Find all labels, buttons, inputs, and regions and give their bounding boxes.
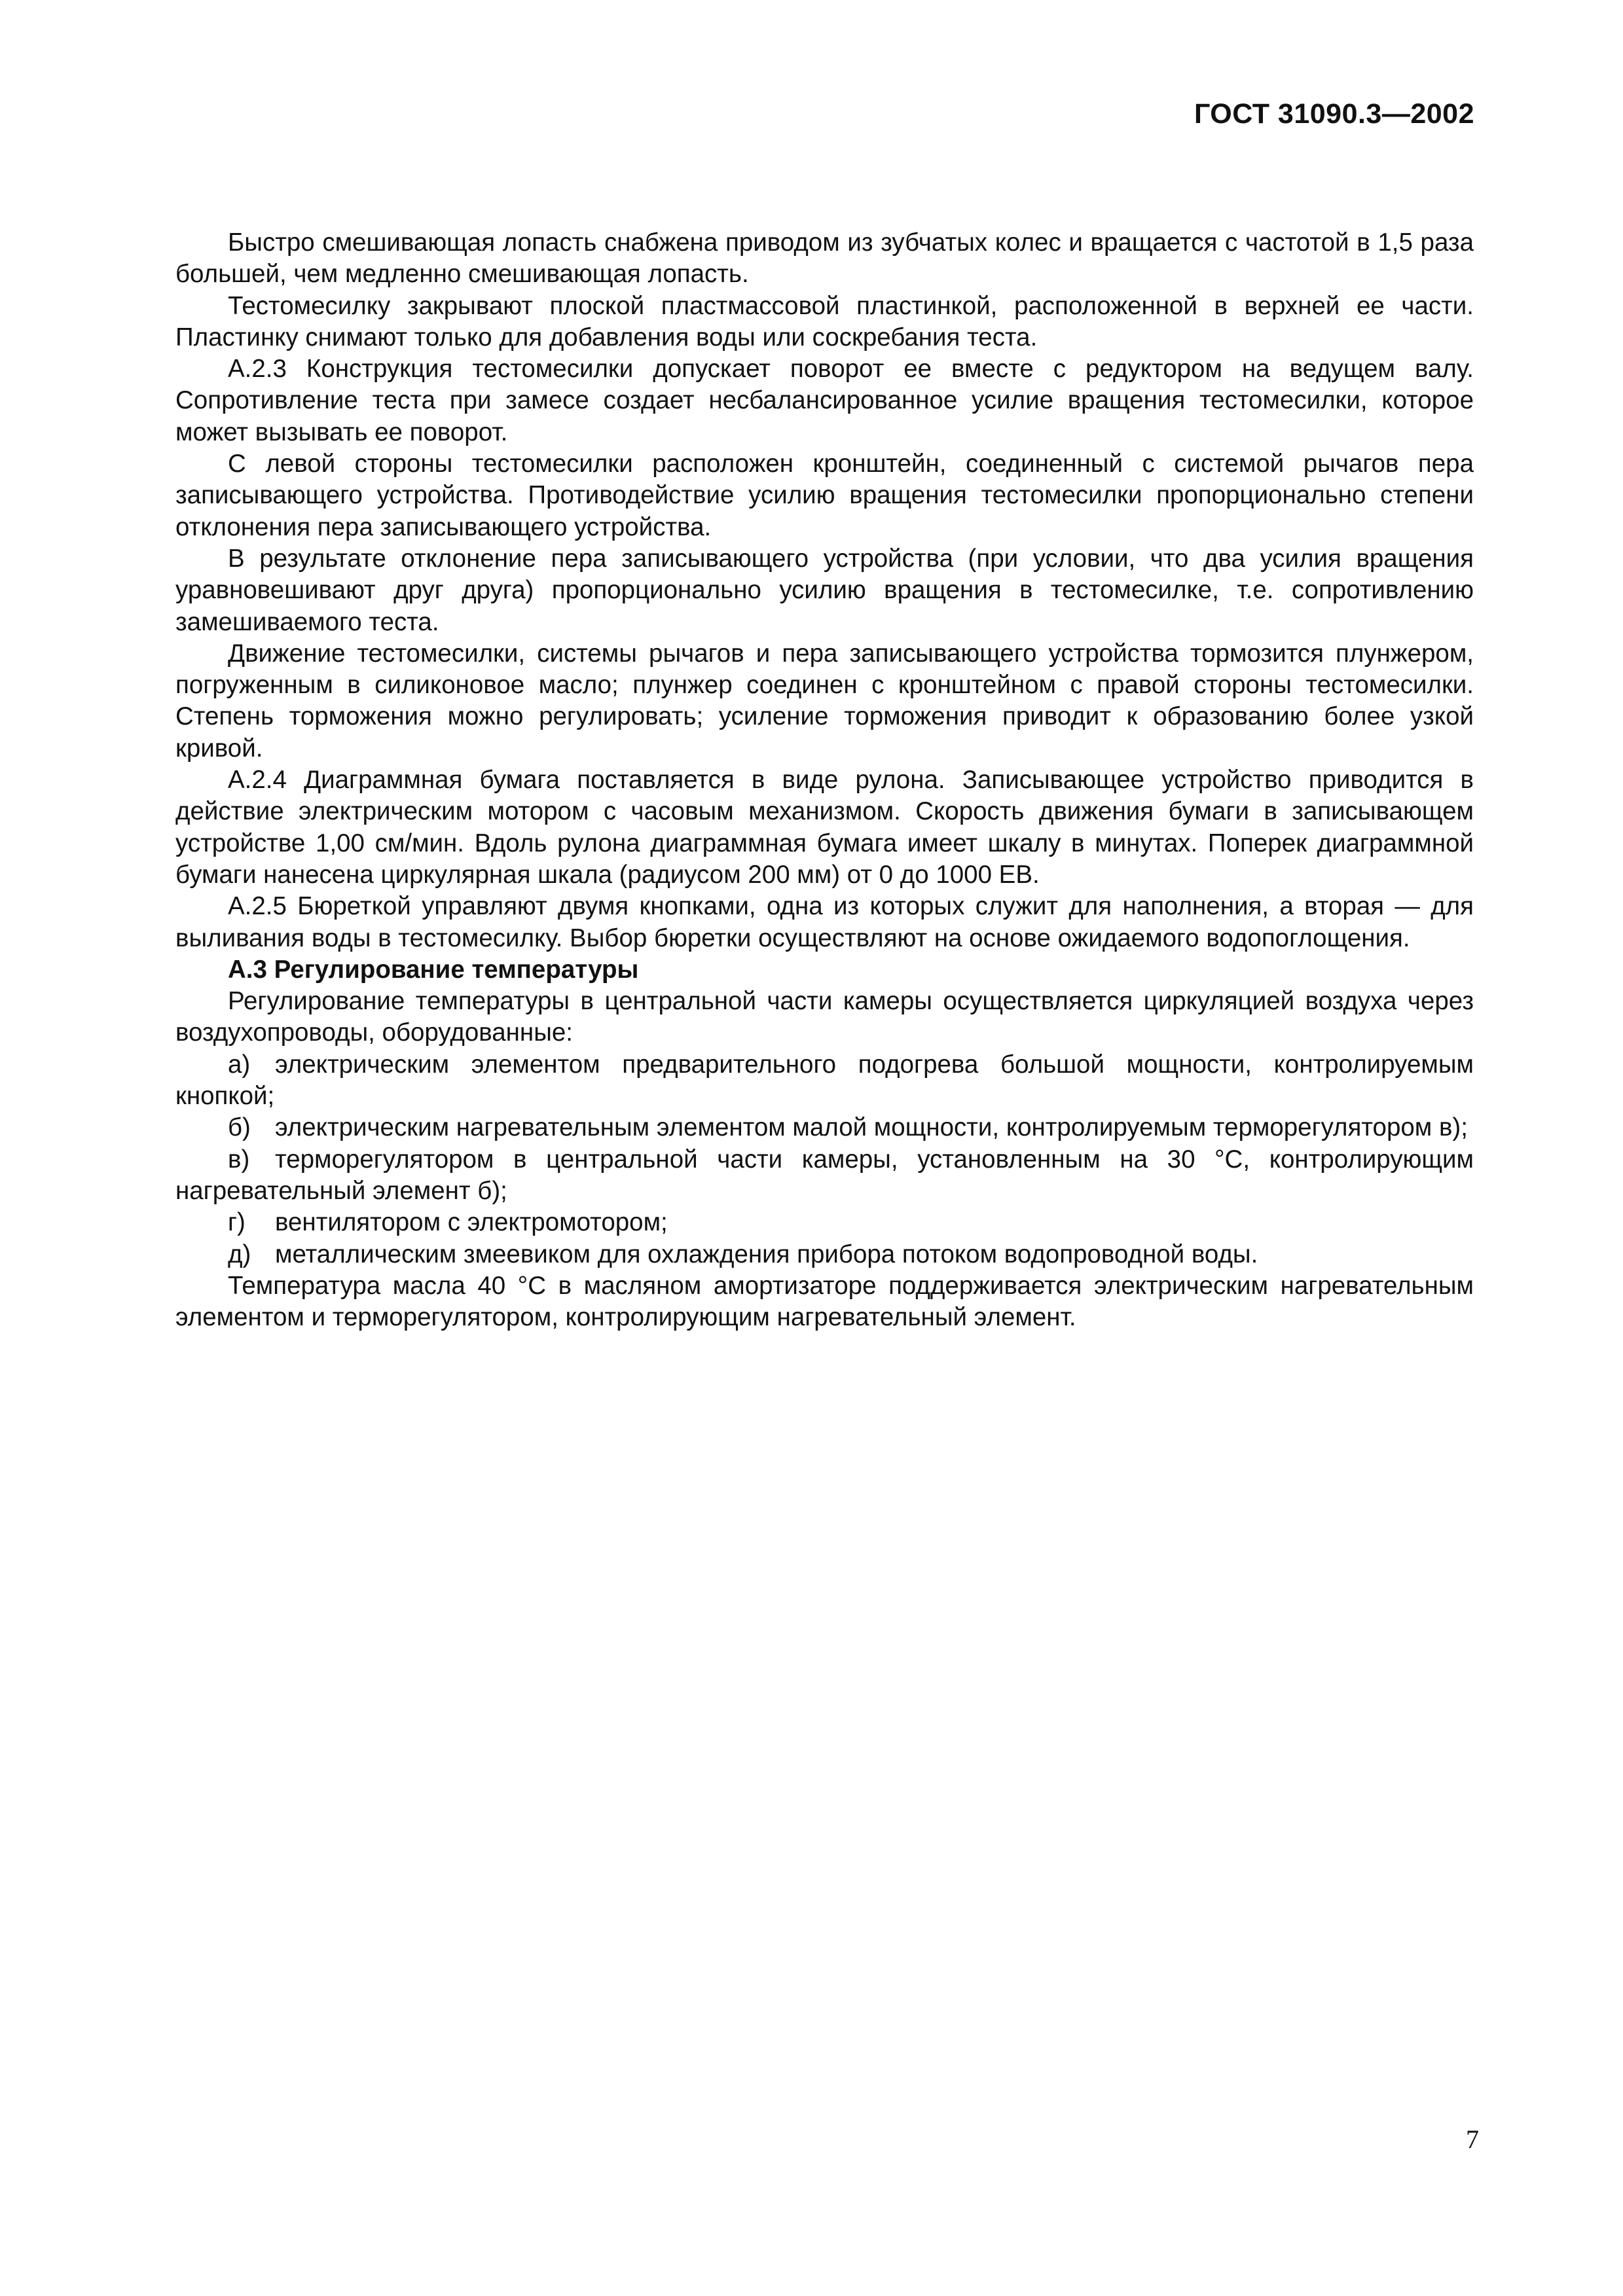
list-item-text: вентилятором с электромотором;	[275, 1208, 668, 1237]
paragraph-oil-temperature: Температура масла 40 °С в масляном амортизаторе поддерживается электрическим нагревательным элементом и терморегулятором, контролирующим нагревательный элемент.	[175, 1271, 1474, 1332]
list-item-text: электрическим нагревательным элементом малой мощности, контролируемым терморегулятором в);	[275, 1113, 1468, 1142]
paragraph-a3-intro: Регулирование температуры в центральной части камеры осуществляется циркуляцией воздуха через воздухопроводы, оборудованные:	[175, 987, 1474, 1047]
list-item-text: терморегулятором в центральной части камеры, установленным на 30 °С, контролирующим нагревательный элемент б);	[175, 1145, 1474, 1205]
list-marker: б)	[228, 1113, 251, 1142]
paragraph-fast-blade: Быстро смешивающая лопасть снабжена приводом из зубчатых колес и вращается с частотой в 1,5 раза большей, чем медленно смешивающая лопасть.	[175, 228, 1474, 289]
list-item-d	[175, 1239, 1474, 1270]
list-item-v	[175, 1144, 1474, 1208]
list-marker: а)	[228, 1050, 251, 1079]
page-number: 7	[1466, 2125, 1479, 2154]
paragraph-damping: Движение тестомесилки, системы рычагов и пера записывающего устройства тормозится плунжером, погруженным в силиконовое масло; плунжер соединен с кронштейном с правой стороны тестомесилки. Степень торможения можно регулировать; усиление торможения приводит к образованию более узкой кривой.	[175, 639, 1474, 762]
list-marker: в)	[228, 1145, 250, 1174]
paragraph-pen-deflection: В результате отклонение пера записывающего устройства (при условии, что два усилия вращения уравновешивают друг друга) пропорционально усилию вращения в тестомесилке, т.е. сопротивлению замешиваемого теста.	[175, 544, 1474, 636]
section-heading-a3: А.3 Регулирование температуры	[228, 955, 639, 984]
list-item-a	[175, 1049, 1474, 1113]
document-code-header: ГОСТ 31090.3—2002	[1194, 98, 1474, 130]
list-marker: г)	[228, 1208, 246, 1237]
paragraph-lid: Тестомесилку закрывают плоской пластмассовой пластинкой, расположенной в верхней ее части. Пластинку снимают только для добавления воды или соскребания теста.	[175, 291, 1474, 351]
list-item-g	[175, 1207, 1474, 1238]
paragraph-a2-3: А.2.3 Конструкция тестомесилки допускает поворот ее вместе с редуктором на ведущем валу. Сопротивление теста при замесе создает несбалансированное усилие вращения тестомесилки, которое может вызывать ее поворот.	[175, 355, 1474, 446]
paragraph-bracket: С левой стороны тестомесилки расположен кронштейн, соединенный с системой рычагов пера записывающего устройства. Противодействие усилию вращения тестомесилки пропорционально степени отклонения пера записывающего устройства.	[175, 450, 1474, 541]
list-item-b	[175, 1112, 1474, 1143]
list-item-text: металлическим змеевиком для охлаждения прибора потоком водопроводной воды.	[275, 1240, 1258, 1268]
paragraph-a2-5: А.2.5 Бюреткой управляют двумя кнопками, одна из которых служит для наполнения, а вторая — для выливания воды в тестомесилку. Выбор бюретки осуществляют на основе ожидаемого водопоглощения.	[175, 892, 1474, 952]
list-item-text: электрическим элементом предварительного подогрева большой мощности, контролируемым кнопкой;	[175, 1050, 1474, 1111]
paragraph-a2-4: А.2.4 Диаграммная бумага поставляется в виде рулона. Записывающее устройство приводится в действие электрическим мотором с часовым механизмом. Скорость движения бумаги в записывающем устройстве 1,00 см/мин. Вдоль рулона диаграммная бумага имеет шкалу в минутах. Поперек диаграммной бумаги нанесена циркулярная шкала (радиусом 200 мм) от 0 до 1000 ЕВ.	[175, 766, 1474, 889]
list-marker: д)	[228, 1240, 251, 1268]
document-body	[175, 227, 1474, 1333]
